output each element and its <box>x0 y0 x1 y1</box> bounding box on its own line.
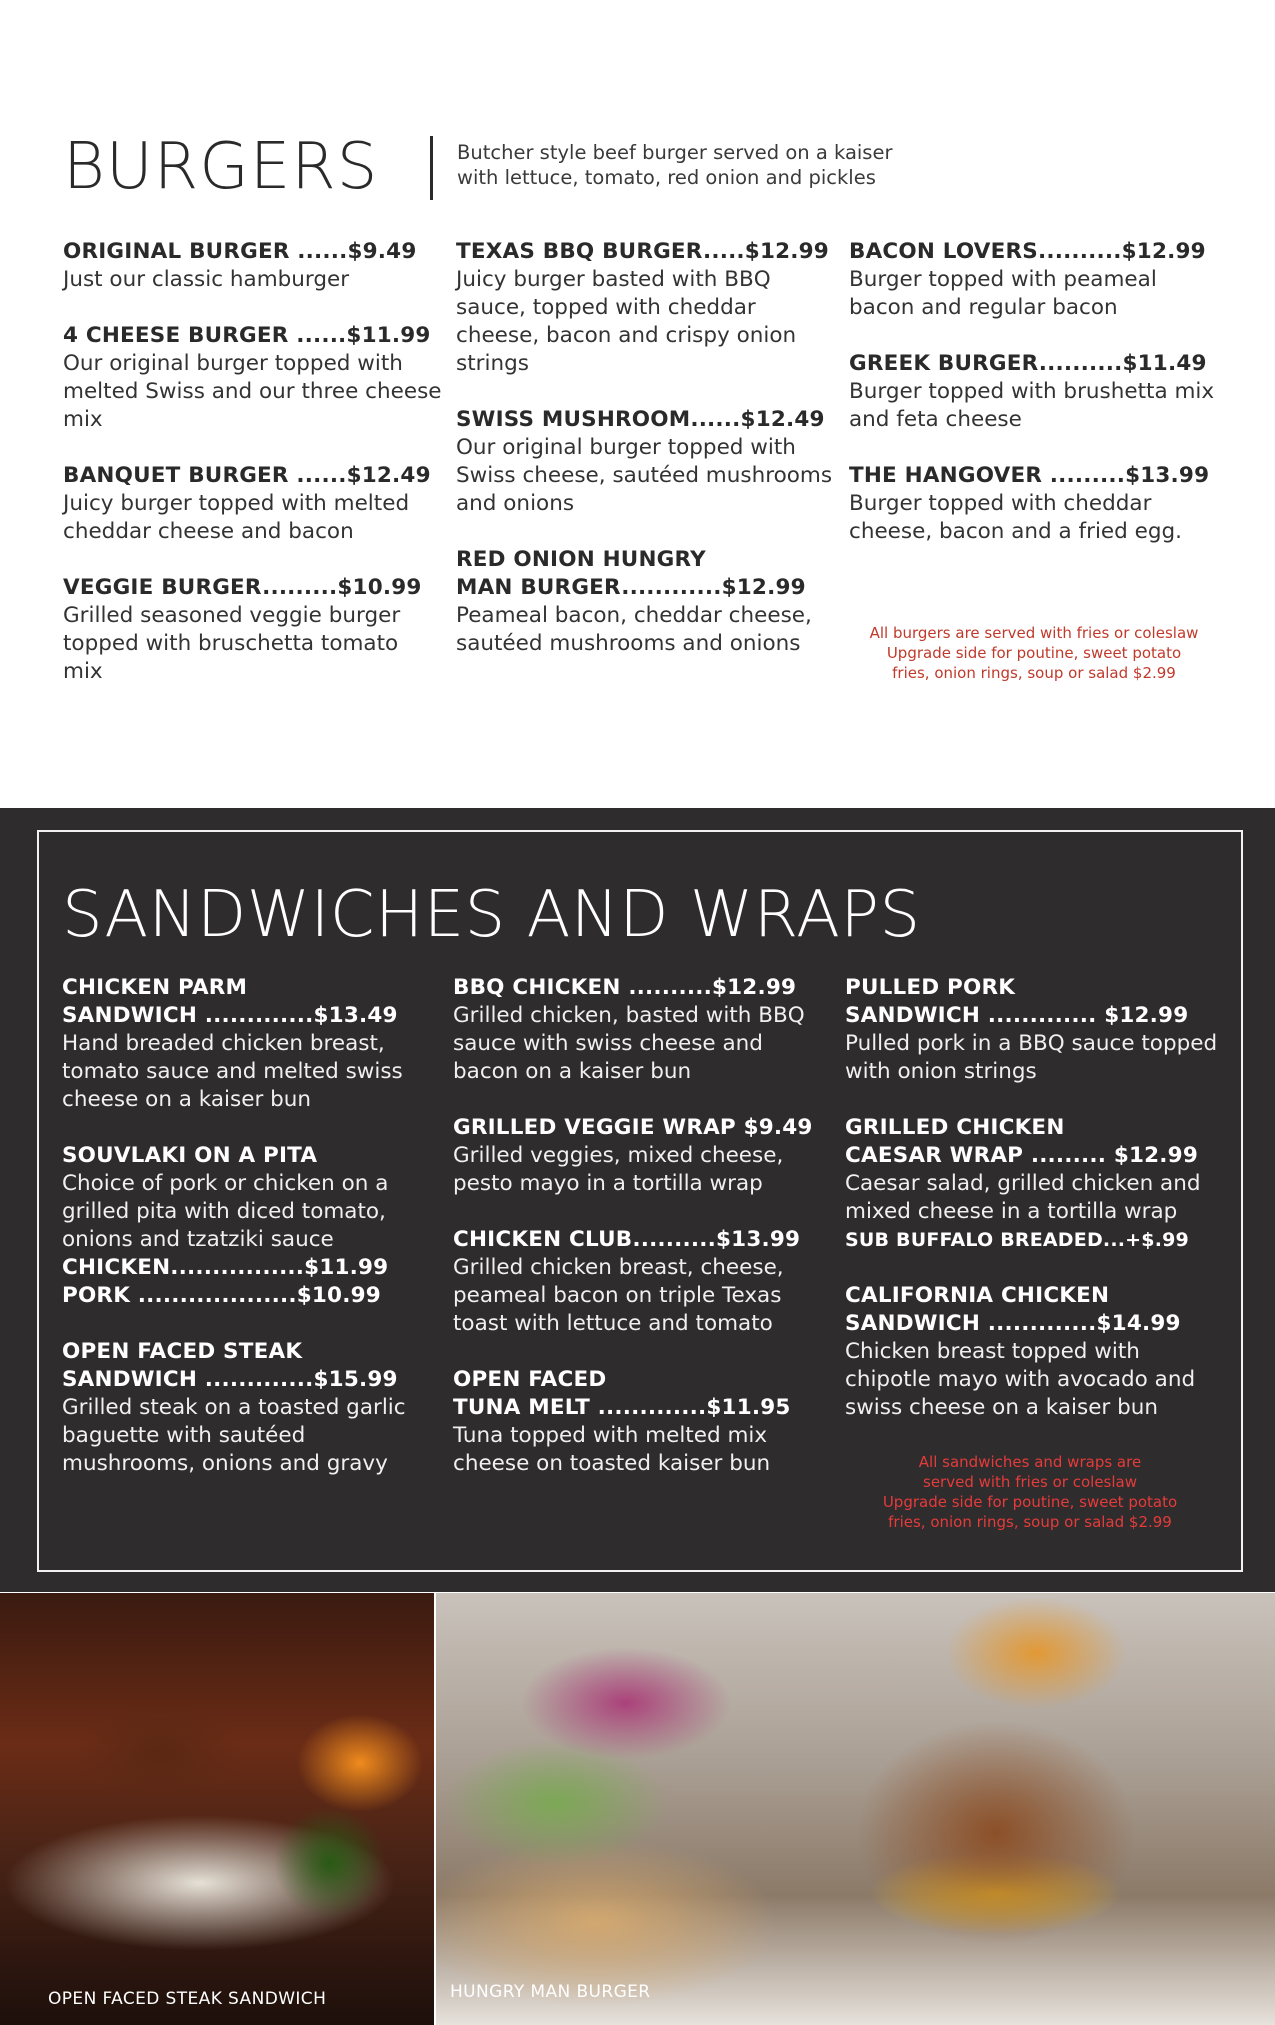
item-name: GREEK BURGER..........$11.49 <box>849 351 1207 376</box>
item-description: Grilled seasoned veggie burger topped with bruschetta tomato mix <box>63 603 401 684</box>
item-description: Juicy burger topped with melted cheddar cheese and bacon <box>63 491 410 544</box>
item-name-line-2: TUNA MELT .............$11.95 <box>453 1395 791 1420</box>
sandwiches-side-note <box>845 1452 1215 1532</box>
menu-item-chicken-parm-sandwich <box>62 974 438 1114</box>
menu-item-the-hangover <box>849 462 1229 546</box>
item-name-line-2: SANDWICH .............$13.49 <box>62 1003 398 1028</box>
item-description: Burger topped with brushetta mix and feta cheese <box>849 379 1215 432</box>
item-name: ORIGINAL BURGER ......$9.49 <box>63 239 417 264</box>
menu-item-swiss-mushroom <box>456 406 836 518</box>
note-line: fries, onion rings, soup or salad $2.99 <box>888 1513 1172 1531</box>
item-description: Grilled veggies, mixed cheese, pesto mayo in a tortilla wrap <box>453 1143 784 1196</box>
item-name-line-1: RED ONION HUNGRY <box>456 547 706 572</box>
menu-item-veggie-burger <box>63 574 443 686</box>
item-name: SOUVLAKI ON A PITA <box>62 1143 318 1168</box>
menu-item-red-onion-hungry-man-burger <box>456 546 836 658</box>
sandwiches-column-3 <box>845 974 1225 1450</box>
menu-item-banquet-burger <box>63 462 443 546</box>
item-description: Grilled chicken, basted with BBQ sauce with swiss cheese and bacon on a kaiser bun <box>453 1003 805 1084</box>
item-name: CHICKEN CLUB..........$13.99 <box>453 1227 801 1252</box>
item-description: Our original burger topped with Swiss cheese, sautéed mushrooms and onions <box>456 435 833 516</box>
hungry-man-burger-photo <box>436 1593 1275 2025</box>
sandwiches-title: SANDWICHES AND WRAPS <box>62 878 921 952</box>
menu-item-souvlaki-on-a-pita <box>62 1142 438 1310</box>
item-name: VEGGIE BURGER.........$10.99 <box>63 575 422 600</box>
item-option-pork: PORK ...................$10.99 <box>62 1283 381 1308</box>
photo-caption: HUNGRY MAN BURGER <box>450 1982 651 2002</box>
note-line: served with fries or coleslaw <box>923 1473 1137 1491</box>
item-description: Peameal bacon, cheddar cheese, sautéed mushrooms and onions <box>456 603 812 656</box>
item-description: Our original burger topped with melted Swiss and our three cheese mix <box>63 351 442 432</box>
item-name: TEXAS BBQ BURGER.....$12.99 <box>456 239 829 264</box>
item-name-line-2: SANDWICH ............. $12.99 <box>845 1003 1189 1028</box>
item-name: BANQUET BURGER ......$12.49 <box>63 463 431 488</box>
item-name-line-1: PULLED PORK <box>845 975 1016 1000</box>
menu-item-california-chicken-sandwich <box>845 1282 1225 1422</box>
menu-item-bbq-chicken <box>453 974 833 1086</box>
note-line: All burgers are served with fries or coleslaw <box>869 624 1199 642</box>
photo-caption: OPEN FACED STEAK SANDWICH <box>48 1989 327 2009</box>
menu-item-4-cheese-burger <box>63 322 443 434</box>
item-name: THE HANGOVER .........$13.99 <box>849 463 1210 488</box>
menu-item-greek-burger <box>849 350 1229 434</box>
header-divider <box>430 136 433 200</box>
steak-sandwich-photo <box>0 1593 434 2025</box>
menu-item-grilled-veggie-wrap <box>453 1114 833 1198</box>
item-description: Grilled chicken breast, cheese, peameal bacon on triple Texas toast with lettuce and tomato <box>453 1255 784 1336</box>
item-description: Burger topped with cheddar cheese, bacon and a fried egg. <box>849 491 1182 544</box>
sandwiches-column-1 <box>62 974 438 1506</box>
burgers-subtitle: Butcher style beef burger served on a kaiser with lettuce, tomato, red onion and pickles <box>457 141 893 189</box>
note-line: Upgrade side for poutine, sweet potato <box>886 644 1182 662</box>
item-name-line-1: OPEN FACED <box>453 1367 607 1392</box>
item-description: Choice of pork or chicken on a grilled pita with diced tomato, onions and tzatziki sauce <box>62 1171 389 1252</box>
item-name: GRILLED VEGGIE WRAP $9.49 <box>453 1115 813 1140</box>
burgers-side-note <box>849 623 1219 683</box>
burgers-title: BURGERS <box>63 130 379 204</box>
note-line: fries, onion rings, soup or salad $2.99 <box>892 664 1176 682</box>
menu-item-open-faced-steak-sandwich <box>62 1338 438 1478</box>
menu-item-bacon-lovers <box>849 238 1229 322</box>
item-name-line-2: SANDWICH .............$15.99 <box>62 1367 398 1392</box>
menu-item-original-burger <box>63 238 443 294</box>
note-line: Upgrade side for poutine, sweet potato <box>882 1493 1178 1511</box>
item-upgrade-option: SUB BUFFALO BREADED...+$.99 <box>845 1229 1189 1251</box>
item-description: Hand breaded chicken breast, tomato sauce and melted swiss cheese on a kaiser bun <box>62 1031 403 1112</box>
item-description: Just our classic hamburger <box>63 267 350 292</box>
item-name-line-2: SANDWICH .............$14.99 <box>845 1311 1181 1336</box>
item-name: BACON LOVERS..........$12.99 <box>849 239 1206 264</box>
item-description: Chicken breast topped with chipotle mayo with avocado and swiss cheese on a kaiser bun <box>845 1339 1196 1420</box>
item-name-line-1: CALIFORNIA CHICKEN <box>845 1283 1110 1308</box>
burgers-column-2 <box>456 238 836 686</box>
item-description: Juicy burger basted with BBQ sauce, topped with cheddar cheese, bacon and crispy onion strings <box>456 267 797 376</box>
note-line: All sandwiches and wraps are <box>918 1453 1142 1471</box>
sandwiches-column-2 <box>453 974 833 1506</box>
burgers-column-1 <box>63 238 443 714</box>
menu-item-open-faced-tuna-melt <box>453 1366 833 1478</box>
item-name-line-1: OPEN FACED STEAK <box>62 1339 303 1364</box>
item-name-line-1: GRILLED CHICKEN <box>845 1115 1065 1140</box>
item-name-line-2: MAN BURGER............$12.99 <box>456 575 806 600</box>
item-name: SWISS MUSHROOM......$12.49 <box>456 407 825 432</box>
item-option-chicken: CHICKEN................$11.99 <box>62 1255 389 1280</box>
item-description: Burger topped with peameal bacon and regular bacon <box>849 267 1157 320</box>
item-description: Tuna topped with melted mix cheese on toasted kaiser bun <box>453 1423 771 1476</box>
item-description: Pulled pork in a BBQ sauce topped with onion strings <box>845 1031 1218 1084</box>
item-description: Grilled steak on a toasted garlic baguette with sautéed mushrooms, onions and gravy <box>62 1395 406 1476</box>
menu-item-chicken-club <box>453 1226 833 1338</box>
menu-item-grilled-chicken-caesar-wrap <box>845 1114 1225 1254</box>
item-name: 4 CHEESE BURGER ......$11.99 <box>63 323 431 348</box>
menu-item-pulled-pork-sandwich <box>845 974 1225 1086</box>
item-name-line-1: CHICKEN PARM <box>62 975 248 1000</box>
burgers-column-3 <box>849 238 1229 574</box>
item-name: BBQ CHICKEN ..........$12.99 <box>453 975 797 1000</box>
sandwiches-section <box>0 808 1275 1592</box>
item-description: Caesar salad, grilled chicken and mixed cheese in a tortilla wrap <box>845 1171 1201 1224</box>
menu-item-texas-bbq-burger <box>456 238 836 378</box>
item-name-line-2: CAESAR WRAP ......... $12.99 <box>845 1143 1198 1168</box>
